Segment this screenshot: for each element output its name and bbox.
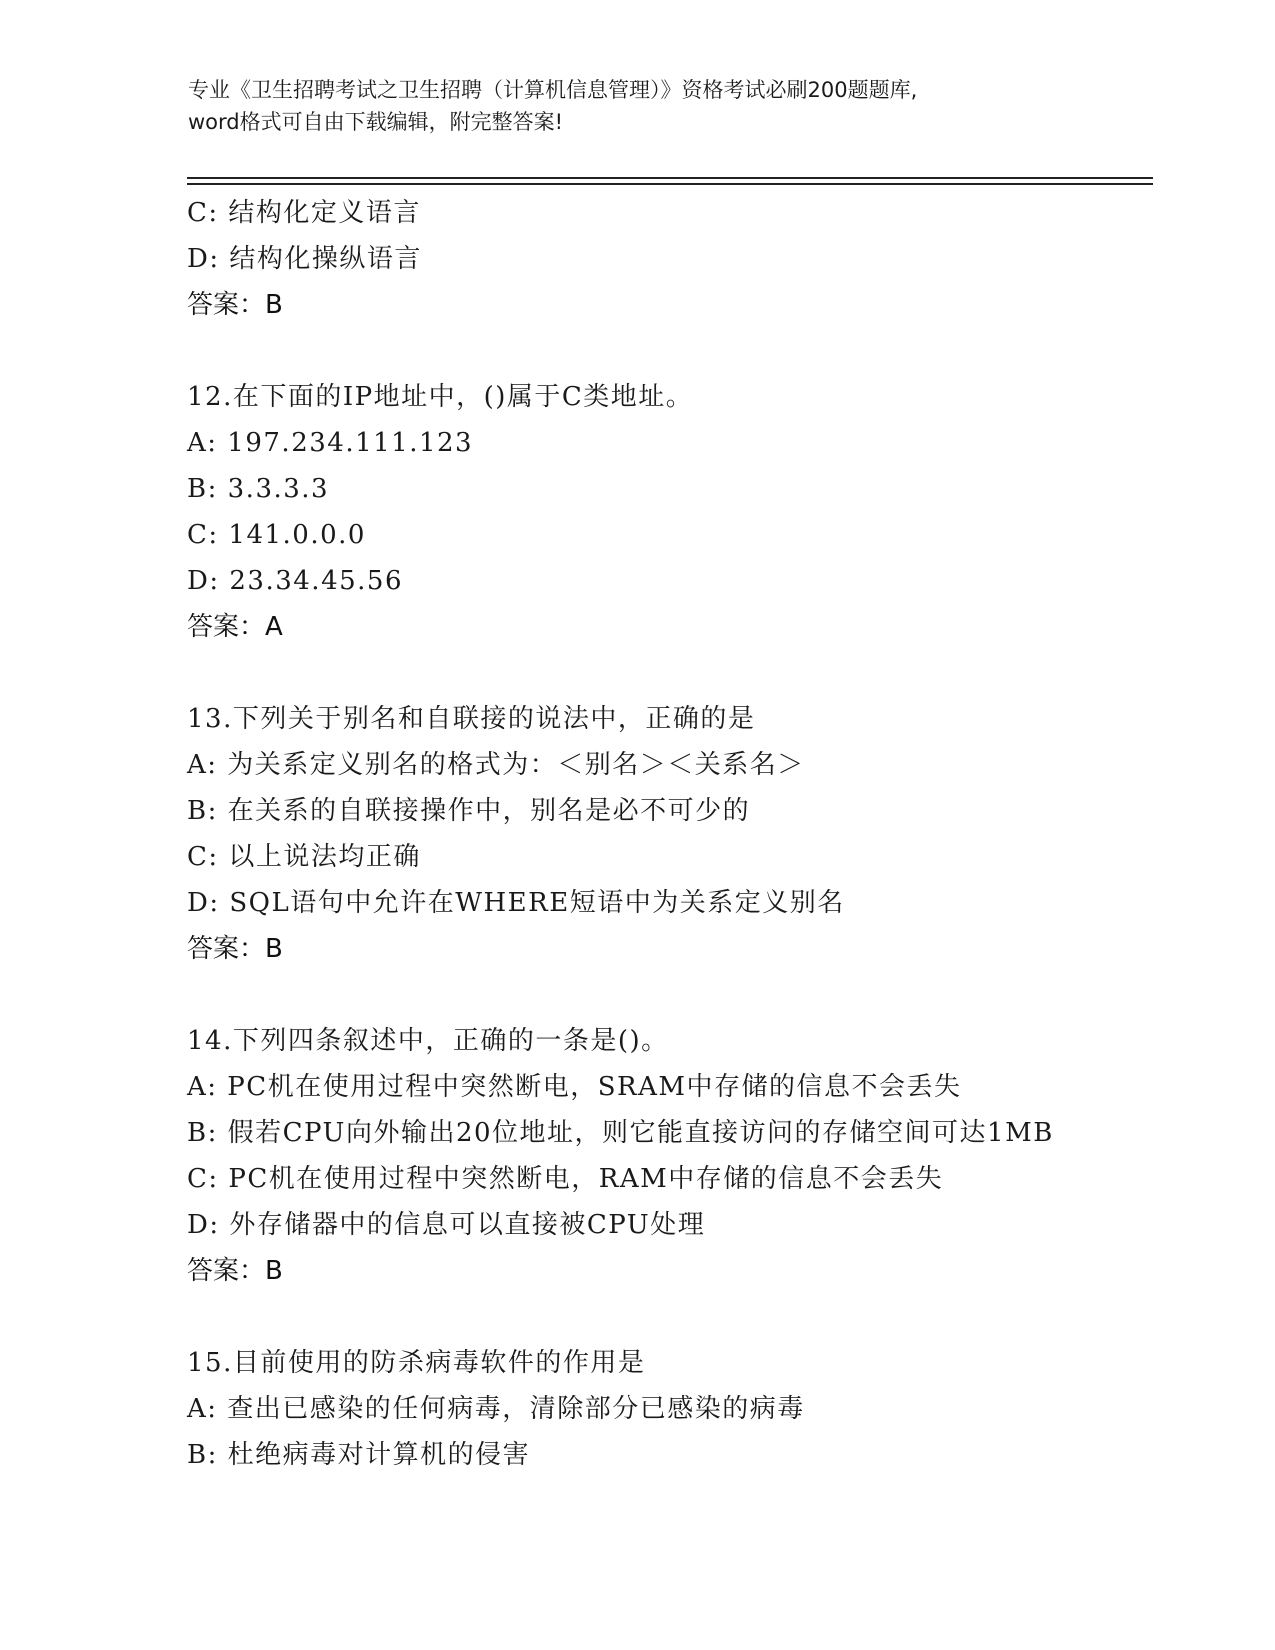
option-c: C: 结构化定义语言: [187, 198, 421, 228]
question-14: [187, 1018, 1167, 1294]
header-line-2: word格式可自由下载编辑，附完整答案!: [188, 110, 564, 134]
question-13: [187, 696, 1167, 972]
option-c: C: PC机在使用过程中突然断电，RAM中存储的信息不会丢失: [187, 1164, 944, 1194]
option-b: B: 3.3.3.3: [187, 474, 330, 504]
option-c: C: 141.0.0.0: [187, 520, 366, 550]
spacer: [187, 972, 1167, 1018]
answer-line: 答案：B: [187, 1256, 283, 1286]
question-stem: 15.目前使用的防杀病毒软件的作用是: [187, 1348, 646, 1378]
answer-line: 答案：B: [187, 934, 283, 964]
header-divider-top: [187, 177, 1153, 179]
option-a: A: 为关系定义别名的格式为：＜别名＞＜关系名＞: [187, 750, 805, 780]
question-stem: 14.下列四条叙述中，正确的一条是()。: [187, 1026, 669, 1056]
answer-line: 答案：A: [187, 612, 283, 642]
option-a: A: 查出已感染的任何病毒，清除部分已感染的病毒: [187, 1394, 805, 1424]
option-a: A: 197.234.111.123: [187, 428, 474, 458]
question-11-tail: [187, 190, 1167, 328]
option-d: D: 外存储器中的信息可以直接被CPU处理: [187, 1210, 706, 1240]
option-d: D: 23.34.45.56: [187, 566, 403, 596]
spacer: [187, 650, 1167, 696]
question-stem: 12.在下面的IP地址中，()属于C类地址。: [187, 382, 694, 412]
option-c: C: 以上说法均正确: [187, 842, 421, 872]
document-body: [187, 190, 1167, 1478]
answer-line: 答案：B: [187, 290, 283, 320]
header-line-1: 专业《卫生招聘考试之卫生招聘（计算机信息管理）》资格考试必刷200题题库,: [188, 78, 918, 102]
option-b: B: 在关系的自联接操作中，别名是必不可少的: [187, 796, 751, 826]
spacer: [187, 1294, 1167, 1340]
option-b: B: 假若CPU向外输出20位地址，则它能直接访问的存储空间可达1MB: [187, 1118, 1054, 1148]
question-stem: 13.下列关于别名和自联接的说法中，正确的是: [187, 704, 756, 734]
question-15: [187, 1340, 1167, 1478]
spacer: [187, 328, 1167, 374]
option-d: D: SQL语句中允许在WHERE短语中为关系定义别名: [187, 888, 845, 918]
option-b: B: 杜绝病毒对计算机的侵害: [187, 1440, 531, 1470]
document-header: [188, 74, 1088, 138]
header-divider-bottom: [187, 183, 1153, 185]
question-12: [187, 374, 1167, 650]
option-a: A: PC机在使用过程中突然断电，SRAM中存储的信息不会丢失: [187, 1072, 962, 1102]
option-d: D: 结构化操纵语言: [187, 244, 422, 274]
